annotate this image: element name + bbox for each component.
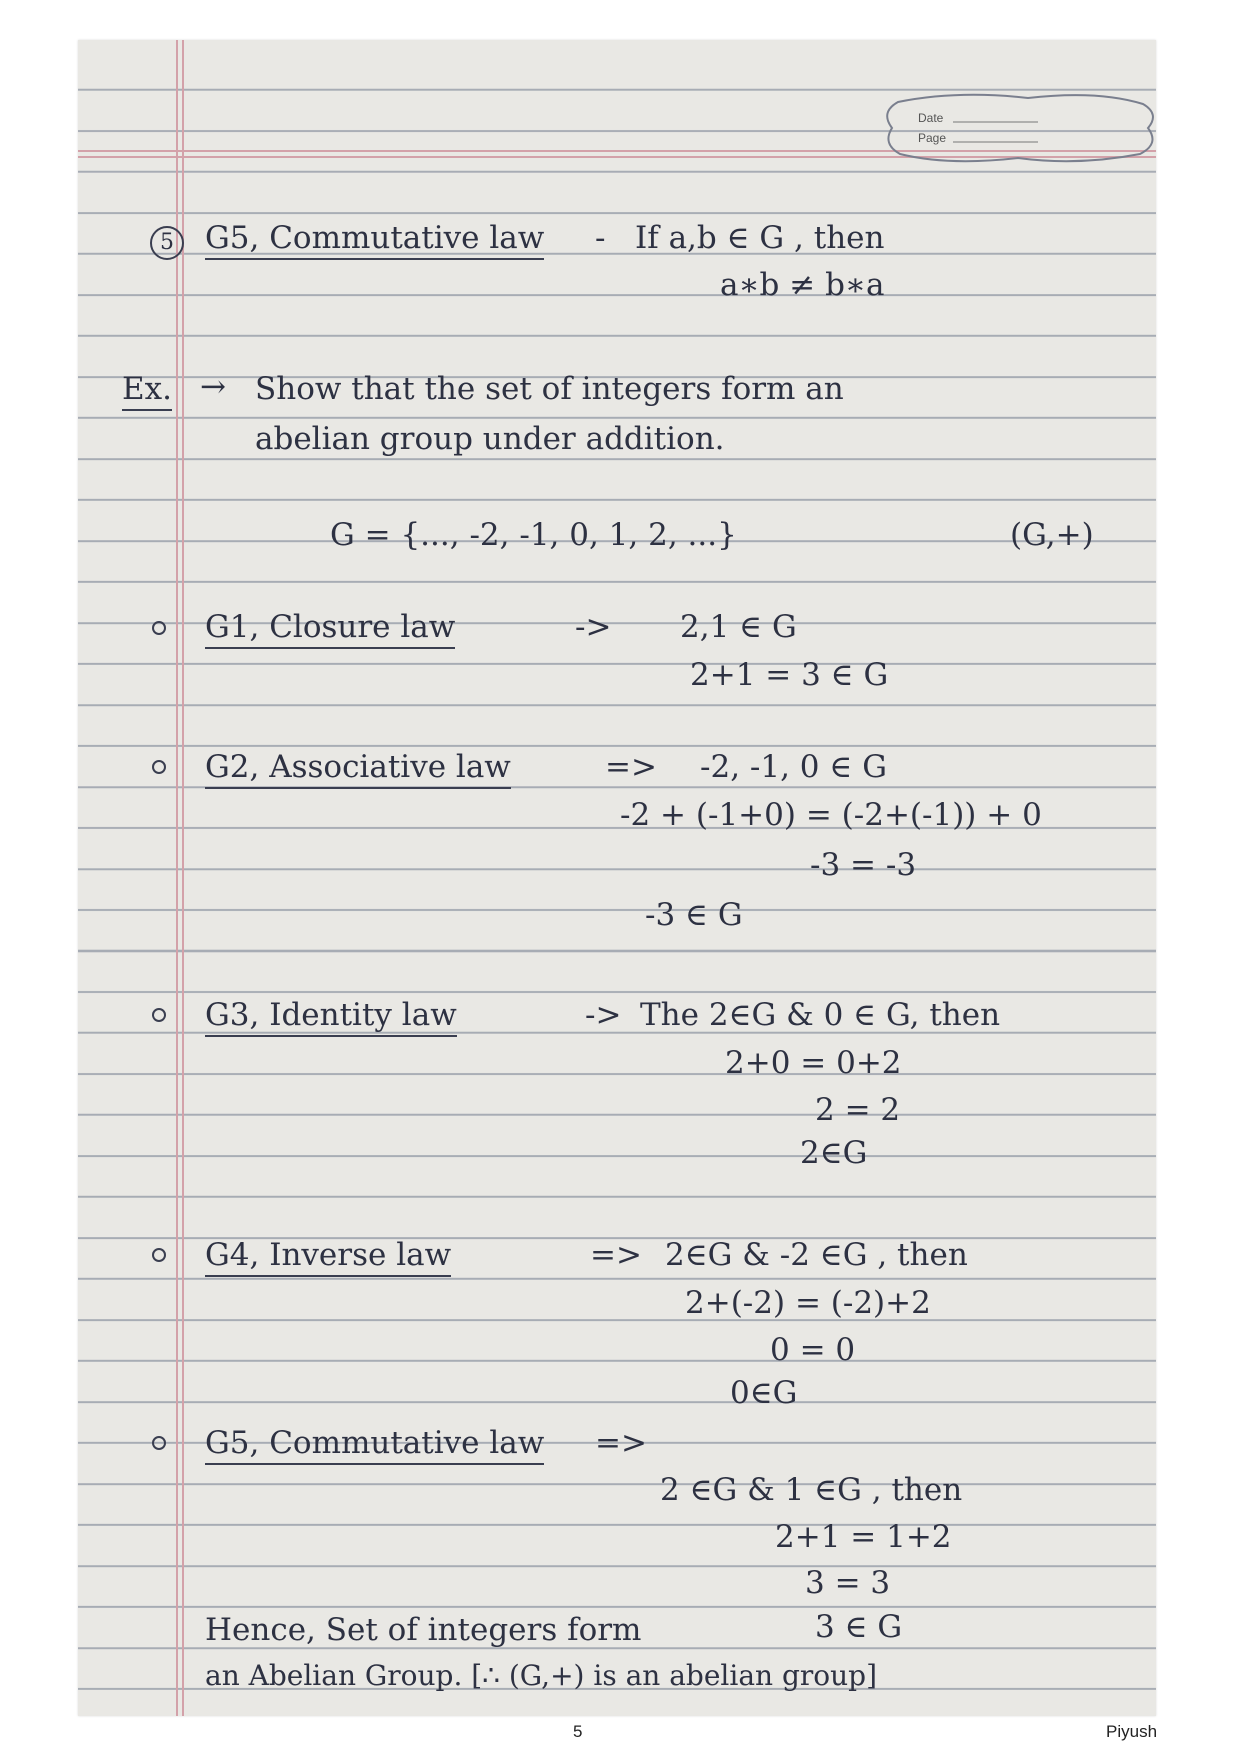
example-line1: Show that the set of integers form an	[255, 371, 844, 407]
g4-line: 2∈G & -2 ∈G , then	[665, 1237, 968, 1273]
g5-line: 2+1 = 1+2	[775, 1519, 952, 1555]
g5-def-title: G5, Commutative law	[205, 223, 544, 260]
author-name: Piyush	[1106, 1722, 1158, 1741]
g3-line: 2∈G	[800, 1135, 868, 1171]
g1-line: 2,1 ∈ G	[680, 609, 797, 645]
date-label: Date	[918, 111, 944, 125]
g3-title: G3, Identity law	[205, 1000, 457, 1037]
page-label: Page	[918, 131, 947, 145]
g3-line: The 2∈G & 0 ∈ G, then	[640, 997, 1001, 1033]
g5-def-formula: a∗b ≠ b∗a	[720, 267, 885, 303]
g4-title: G4, Inverse law	[205, 1240, 451, 1277]
example-arrow: →	[200, 369, 226, 405]
g5-def-condition: If a,b ∈ G , then	[635, 220, 885, 256]
page-number: 5	[573, 1722, 583, 1741]
conclusion-line2: an Abelian Group. [∴ (G,+) is an abelian group]	[205, 1659, 877, 1692]
g3-line: 2+0 = 0+2	[725, 1045, 902, 1081]
example-label: Ex.	[122, 374, 172, 411]
g1-arrow: ->	[575, 609, 612, 645]
bullet	[152, 760, 166, 774]
g5-title: G5, Commutative law	[205, 1428, 544, 1465]
g4-line: 2+(-2) = (-2)+2	[685, 1285, 931, 1321]
date-page-box	[878, 92, 1163, 164]
example-line2: abelian group under addition.	[255, 421, 725, 457]
g5-line: 2 ∈G & 1 ∈G , then	[660, 1472, 963, 1508]
bullet	[152, 1436, 166, 1450]
group-pair: (G,+)	[1010, 517, 1094, 553]
g1-title: G1, Closure law	[205, 612, 455, 649]
g2-line: -3 ∈ G	[645, 897, 743, 933]
g2-line: -3 = -3	[810, 847, 917, 883]
g4-line: 0∈G	[730, 1375, 798, 1411]
g3-line: 2 = 2	[815, 1092, 901, 1128]
g4-line: 0 = 0	[770, 1332, 856, 1368]
bullet	[152, 1248, 166, 1262]
g2-title: G2, Associative law	[205, 752, 511, 789]
g2-line: -2, -1, 0 ∈ G	[700, 749, 887, 785]
g1-line: 2+1 = 3 ∈ G	[690, 657, 889, 693]
g5-def-dash: -	[595, 220, 606, 256]
margin-line	[176, 40, 178, 1716]
section-number: 5	[150, 226, 184, 260]
g5-arrow: =>	[595, 1425, 647, 1461]
integer-set: G = {..., -2, -1, 0, 1, 2, ...}	[330, 517, 737, 553]
g2-arrow: =>	[605, 749, 657, 785]
g5-line: 3 ∈ G	[815, 1609, 903, 1645]
conclusion-line1: Hence, Set of integers form	[205, 1612, 642, 1648]
g3-arrow: ->	[585, 997, 622, 1033]
g5-line: 3 = 3	[805, 1565, 891, 1601]
bullet	[152, 1008, 166, 1022]
g4-arrow: =>	[590, 1237, 642, 1273]
g2-line: -2 + (-1+0) = (-2+(-1)) + 0	[620, 797, 1042, 833]
bullet	[152, 621, 166, 635]
margin-line	[182, 40, 184, 1716]
